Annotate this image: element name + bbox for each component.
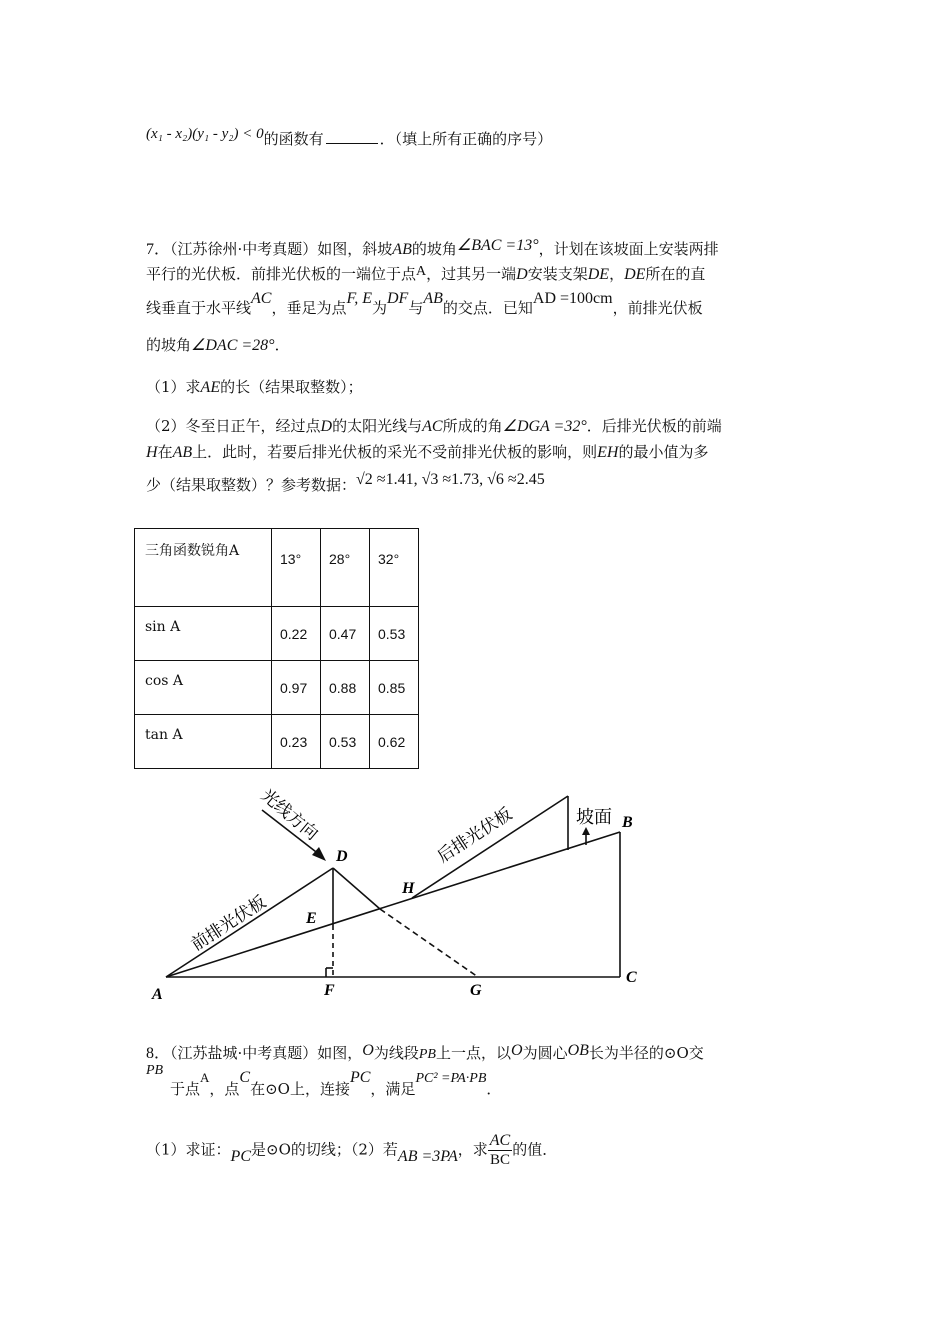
table-cell: 0.47 (321, 607, 370, 661)
q7-text: 安装支架 (527, 265, 588, 283)
q8-text: ，点 (209, 1080, 240, 1098)
q7-text: 平行的光伏板．前排光伏板的一端位于点 (146, 265, 417, 283)
math-AB: AB (423, 290, 443, 307)
q7-text: ， (609, 265, 625, 283)
q7-text: 少（结果取整数）？参考数据： (146, 476, 357, 494)
math-angle-DGA: ∠DGA =32° (502, 418, 587, 435)
math-angle-DAC: ∠DAC =28° (191, 337, 275, 354)
q8-text: 为线段 (373, 1044, 419, 1062)
math-PC: PC (230, 1147, 251, 1165)
math-equation: PC² =PA·PB (415, 1071, 487, 1086)
math-H: H (146, 444, 158, 461)
q7-text: （1）求 (146, 378, 201, 396)
q7-part-2-line-2 (146, 441, 708, 462)
q7-text: 上．此时，若要后排光伏板的采光不受前排光伏板的影响，则 (192, 443, 598, 461)
q7-line-4 (146, 334, 290, 355)
prev-text: 的函数有 (263, 130, 324, 148)
light-arrow-head (312, 847, 326, 861)
reference-data: √2 ≈1.41, √3 ≈1.73, √6 ≈2.45 (356, 471, 545, 488)
math-AC: AC (251, 290, 272, 307)
q8-number: 8． (146, 1045, 171, 1062)
math-FE: F, E (346, 290, 372, 307)
q7-text: ． (274, 336, 290, 354)
math-DF: DF (386, 290, 409, 307)
table-cell: 0.62 (370, 715, 419, 769)
point-D: D (336, 848, 348, 865)
q7-text: ．后排光伏板的前端 (586, 417, 722, 435)
math-AE: AE (200, 379, 221, 396)
q7-text: ，垂足为点 (271, 299, 347, 317)
q7-line-1 (146, 236, 719, 259)
solar-panel-figure (140, 775, 650, 1005)
q8-text: 的值． (512, 1140, 558, 1159)
q7-text: 线垂直于水平线 (146, 299, 252, 317)
q7-part-1 (146, 376, 363, 397)
math-O: O (511, 1042, 523, 1059)
q8-text: 在⊙O上，连接 (250, 1080, 350, 1098)
q8-text: ． (486, 1080, 502, 1098)
q7-text: 的最小值为多 (618, 443, 709, 461)
table-header-row (135, 529, 419, 607)
q8-text: 是⊙O的切线；（2）若 (251, 1140, 398, 1159)
prev-inequality: (x₁ - x₂)(y₁ - y₂) < 0 (146, 126, 264, 142)
math-PC: PC (349, 1069, 371, 1086)
q7-text: 的坡角 (146, 336, 192, 354)
q7-text: 为 (371, 299, 387, 317)
math-D: D (516, 266, 528, 283)
math-AC: AC (422, 418, 443, 435)
math-PB: PB (146, 1063, 164, 1078)
table-header-cell: 32° (370, 529, 419, 607)
math-O: O (362, 1042, 374, 1059)
q7-line-3 (146, 290, 703, 318)
q7-text: 与 (408, 299, 424, 317)
q8-text: （1）求证： (146, 1140, 231, 1159)
table-cell: 0.23 (272, 715, 321, 769)
table-cell: 0.53 (370, 607, 419, 661)
math-AB: AB (172, 444, 193, 461)
q7-line-2 (146, 263, 705, 284)
q7-text: ，计划在该坡面上安装两排 (538, 240, 719, 258)
q8-line-3 (146, 1069, 502, 1099)
fraction-denominator: BC (488, 1150, 512, 1169)
math-A: A (416, 264, 427, 279)
q8-text: 长为半径的⊙O交 (588, 1044, 704, 1062)
q8-line-1 (146, 1040, 704, 1063)
q8-text: （江苏盐城·中考真题）如图， (170, 1044, 363, 1062)
table-cell: 0.53 (321, 715, 370, 769)
table-header-cell: 28° (321, 529, 370, 607)
rear-panel-label: 后排光伏板 (433, 804, 516, 867)
sun-ray-solid (333, 868, 380, 909)
math-OB: OB (567, 1042, 589, 1059)
point-H: H (402, 880, 415, 897)
math-D: D (320, 418, 333, 435)
q7-text: （2）冬至日正午，经过点 (146, 417, 321, 435)
table-cell: 0.22 (272, 607, 321, 661)
math-C: C (239, 1069, 251, 1086)
front-panel-label: 前排光伏板 (187, 892, 270, 955)
q7-text: 的长（结果取整数）； (220, 378, 363, 396)
q7-text: ，前排光伏板 (612, 299, 703, 317)
q7-text: ，过其另一端 (426, 265, 517, 283)
point-B: B (622, 814, 633, 831)
prev-tail: ．（填上所有正确的序号） (379, 130, 553, 148)
prev-answer-line (146, 128, 552, 149)
point-G: G (470, 982, 482, 999)
q7-text: 在 (157, 443, 173, 461)
math-PB: PB (418, 1047, 436, 1062)
math-angle-BAC: ∠BAC =13° (456, 237, 539, 254)
math-AD: AD =100cm (532, 290, 613, 307)
q8-text: 上一点，以 (435, 1044, 511, 1062)
slope-label: 坡面 (576, 807, 612, 827)
q7-text: 所在的直 (645, 265, 706, 283)
table-row (135, 661, 419, 715)
table-cell-fn: tan A (135, 715, 272, 769)
q8-text: ，求 (457, 1140, 488, 1159)
q7-part-2-line-3 (146, 471, 545, 495)
q8-text: 于点 (170, 1080, 201, 1098)
point-C: C (626, 969, 637, 986)
table-cell: 0.97 (272, 661, 321, 715)
q7-text: 的交点．已知 (442, 299, 533, 317)
fraction-AC-BC (488, 1132, 512, 1169)
q8-text: ，满足 (370, 1080, 416, 1098)
slope-arrow-head (582, 827, 590, 835)
table-row (135, 607, 419, 661)
math-condition: AB =3PA (397, 1147, 458, 1165)
q7-text: 的坡角 (411, 240, 457, 258)
answer-blank[interactable] (326, 142, 378, 144)
q7-text: （江苏徐州·中考真题）如图，斜坡 (170, 240, 393, 258)
math-AB: AB (392, 241, 412, 258)
q7-text: 所成的角 (442, 417, 503, 435)
table-cell: 0.85 (370, 661, 419, 715)
sun-ray-dashed (380, 909, 478, 977)
trig-table (134, 528, 419, 769)
q8-text: 为圆心 (522, 1044, 568, 1062)
math-DE: DE (624, 266, 646, 283)
table-cell: 0.88 (321, 661, 370, 715)
table-header-cell: 三角函数锐角A (135, 529, 272, 607)
point-A: A (152, 986, 163, 1003)
point-F: F (324, 982, 335, 999)
math-A: A (200, 1070, 210, 1085)
q7-text: 的太阳光线与 (332, 417, 423, 435)
q7-number: 7． (146, 241, 171, 258)
q8-part-1 (146, 1132, 557, 1169)
point-E: E (306, 910, 317, 927)
slope-AB (166, 832, 620, 977)
math-DE: DE (587, 266, 610, 283)
light-direction-label: 光线方向 (257, 785, 322, 844)
table-cell-fn: sin A (135, 607, 272, 661)
math-EH: EH (597, 444, 619, 461)
rear-panel (412, 796, 568, 898)
table-cell-fn: cos A (135, 661, 272, 715)
q7-part-2-line-1 (146, 415, 722, 436)
table-header-cell: 13° (272, 529, 321, 607)
fraction-numerator: AC (489, 1132, 511, 1149)
table-row (135, 715, 419, 769)
